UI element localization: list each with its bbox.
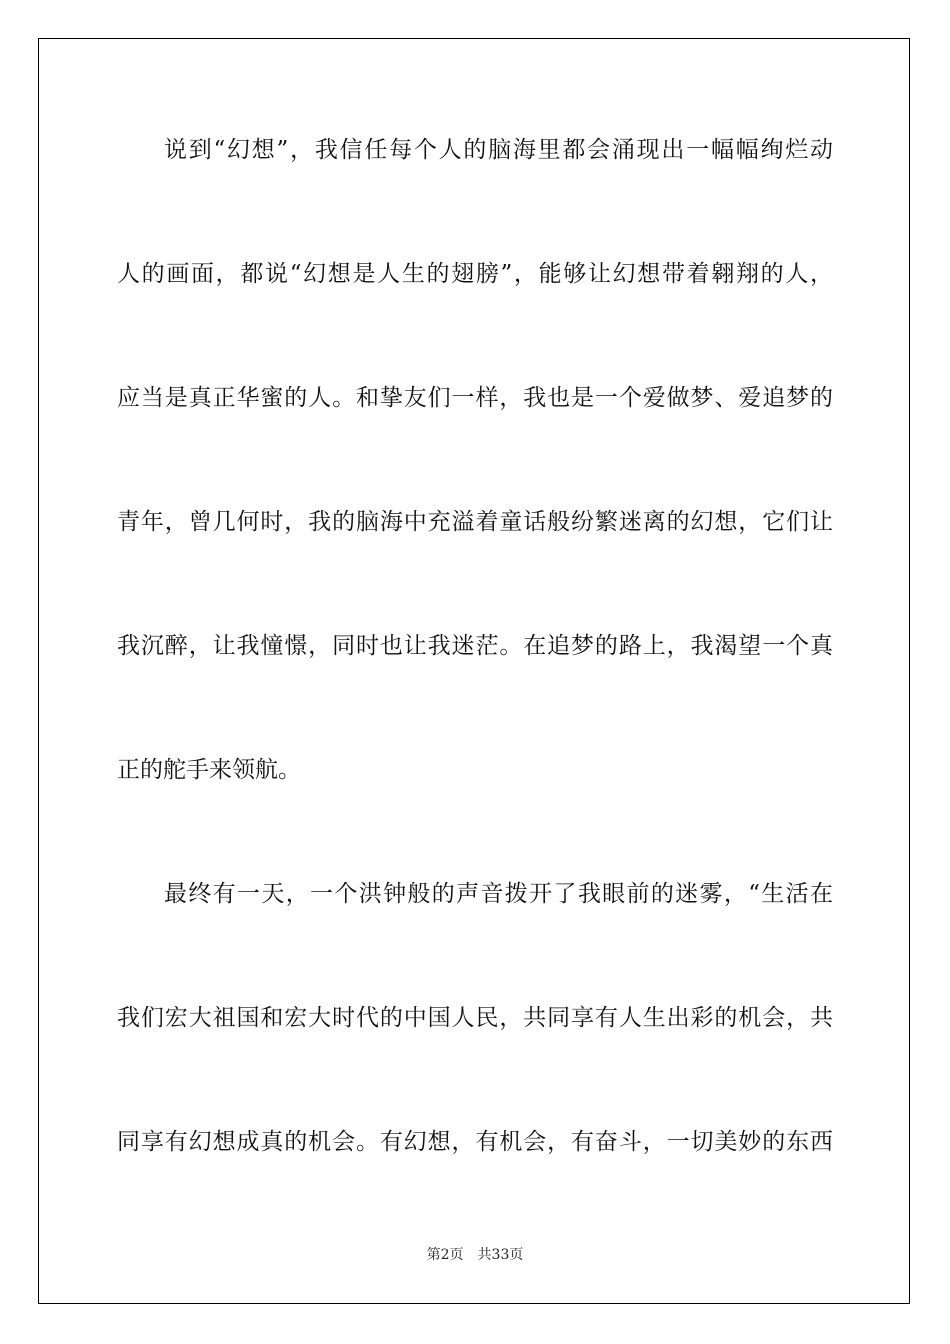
paragraph-2-line-1: 最终有一天，一个洪钟般的声音拨开了我眼前的迷雾，“生活在 bbox=[164, 881, 833, 907]
total-unit: 页 bbox=[509, 1247, 524, 1263]
paragraph-2-line-3: 同享有幻想成真的机会。有幻想，有机会，有奋斗，一切美妙的东西 bbox=[117, 1129, 833, 1155]
paragraph-1-line-2: 人的画面，都说“幻想是人生的翅膀”，能够让幻想带着翱翔的人， bbox=[117, 261, 833, 287]
total-label: 共 bbox=[477, 1247, 492, 1263]
paragraph-1-line-3: 应当是真正华蜜的人。和挚友们一样，我也是一个爱做梦、爱追梦的 bbox=[117, 385, 833, 411]
page-label: 第 bbox=[426, 1247, 441, 1263]
page-number: 2 bbox=[440, 1247, 450, 1263]
total-pages: 33 bbox=[491, 1247, 510, 1263]
page-footer bbox=[0, 1245, 950, 1265]
paragraph-1-line-6: 正的舵手来领航。 bbox=[117, 757, 301, 783]
paragraph-1-line-1: 说到“幻想”，我信任每个人的脑海里都会涌现出一幅幅绚烂动 bbox=[164, 137, 833, 163]
paragraph-1-line-5: 我沉醉，让我憧憬，同时也让我迷茫。在追梦的路上，我渴望一个真 bbox=[117, 633, 833, 659]
paragraph-2-line-2: 我们宏大祖国和宏大时代的中国人民，共同享有人生出彩的机会，共 bbox=[117, 1005, 833, 1031]
page-border bbox=[38, 38, 910, 1304]
page-unit: 页 bbox=[449, 1247, 464, 1263]
paragraph-1-line-4: 青年，曾几何时，我的脑海中充溢着童话般纷繁迷离的幻想，它们让 bbox=[117, 509, 833, 535]
